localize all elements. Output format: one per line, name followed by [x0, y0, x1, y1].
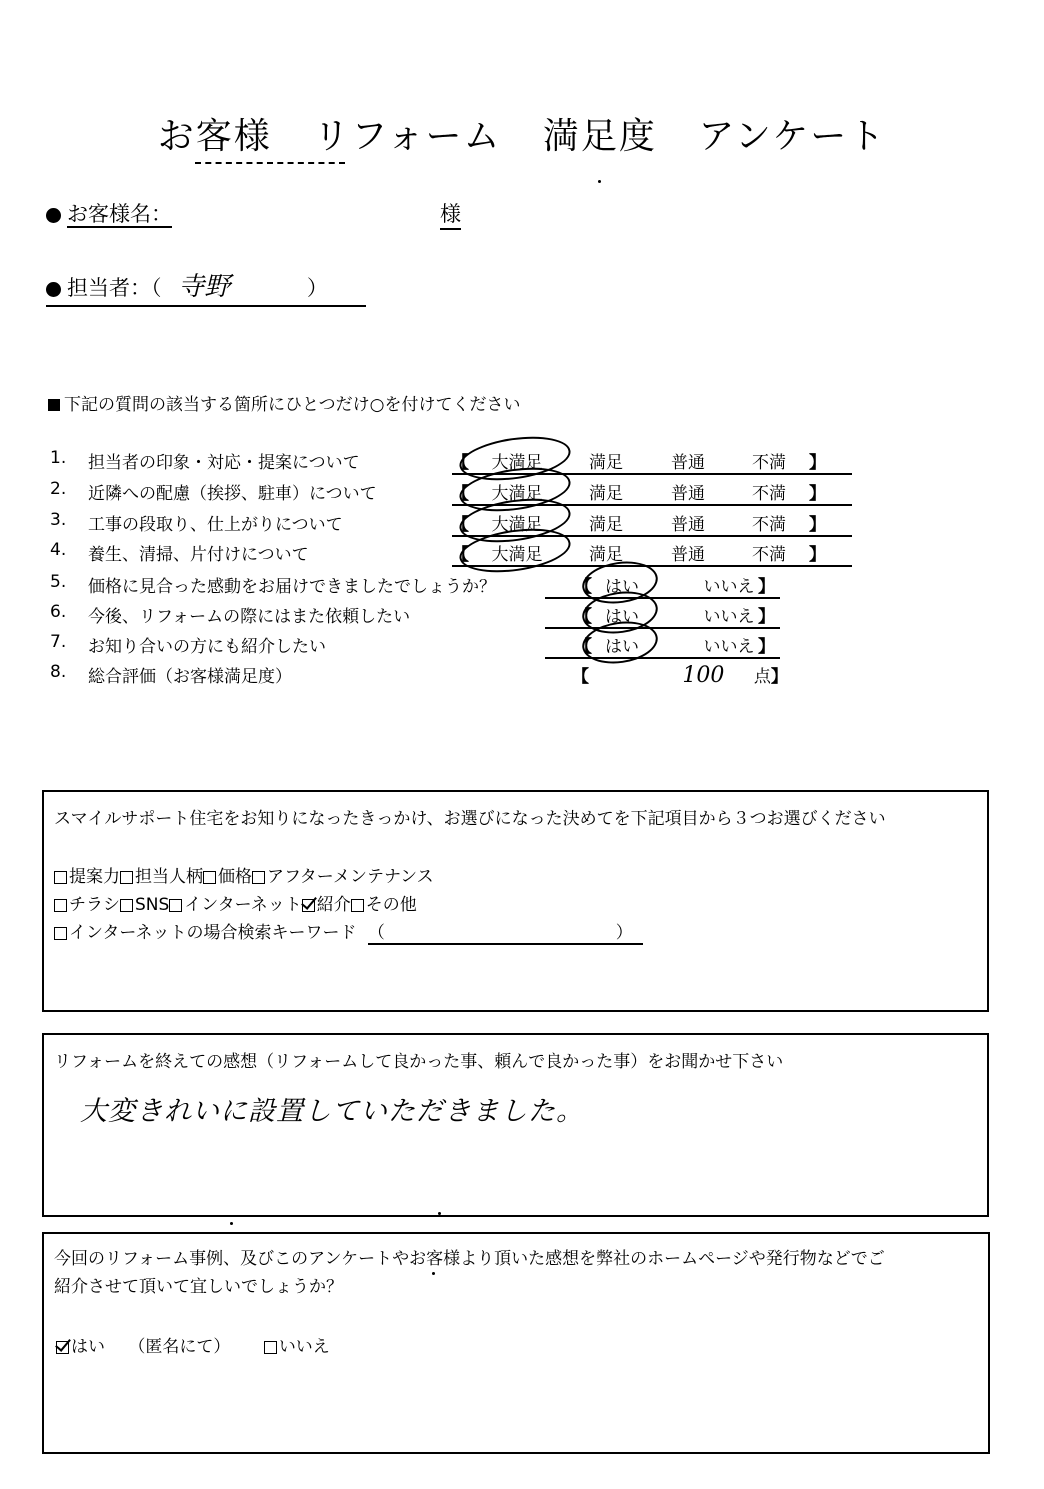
yesno-question-row	[0, 632, 1044, 663]
rating-option-label: 普通	[671, 515, 705, 535]
option-checkbox[interactable]	[351, 899, 364, 912]
customer-name-field[interactable]	[180, 198, 430, 224]
no-option[interactable]	[700, 632, 758, 657]
scan-speck	[598, 180, 601, 183]
yesno-options	[545, 632, 780, 659]
rating-option-label: 大満足	[491, 484, 543, 504]
yesno-options	[545, 602, 780, 629]
bracket-close: 】	[809, 484, 826, 504]
square-bullet-icon	[48, 399, 60, 411]
bracket-open: 【	[452, 545, 469, 565]
score-options	[572, 662, 788, 688]
staff-open-paren: （	[151, 276, 162, 300]
title-part-satisfaction: 満足度	[542, 116, 657, 157]
option-checkbox[interactable]	[120, 871, 133, 884]
rating-option[interactable]	[647, 540, 729, 565]
bracket-close: 】	[809, 515, 826, 535]
rating-option-label: 不満	[752, 515, 786, 535]
source-heading: スマイルサポート住宅をお知りになったきっかけ、お選びになった決めてを下記項目から３つお選びください	[54, 809, 886, 829]
staff-row	[46, 266, 366, 307]
keyword-open-paren: （	[367, 923, 385, 943]
scan-speck	[438, 1212, 441, 1215]
keyword-label: インターネットの場合検索キーワード	[69, 923, 357, 943]
rating-option[interactable]	[729, 479, 809, 504]
rating-option-label: 普通	[671, 545, 705, 565]
option-label: その他	[365, 895, 417, 915]
question-number: 6.	[50, 602, 67, 622]
yes-label: はい	[605, 637, 639, 657]
no-option[interactable]	[700, 572, 758, 597]
no-label: いいえ	[703, 577, 755, 597]
bullet-icon	[46, 282, 61, 297]
score-unit: 点	[753, 667, 771, 687]
permission-box	[42, 1232, 990, 1454]
question-number: 8.	[50, 662, 67, 682]
rating-option[interactable]	[729, 540, 809, 565]
source-option[interactable]	[351, 895, 417, 915]
source-option[interactable]	[120, 895, 169, 915]
yesno-options	[545, 572, 780, 599]
source-option[interactable]	[169, 895, 301, 915]
staff-close-paren: ）	[306, 276, 328, 300]
question-number: 4.	[50, 540, 67, 560]
bullet-icon	[46, 208, 61, 223]
staff-name-handwritten: 寺野	[178, 272, 231, 302]
question-text: お知り合いの方にも紹介したい	[88, 637, 326, 657]
permission-yes-note: （匿名にて）	[128, 1337, 231, 1357]
scan-speck	[432, 1272, 435, 1275]
bracket-open: 【	[575, 637, 592, 657]
option-label: 価格	[218, 867, 252, 887]
option-checkbox[interactable]	[54, 871, 67, 884]
keyword-close-paren: ）	[615, 923, 633, 943]
bracket-open: 【	[575, 577, 592, 597]
bracket-close: 】	[758, 637, 775, 657]
source-row-1	[54, 862, 434, 887]
source-keyword-row	[54, 918, 643, 945]
question-text: 今後、リフォームの際にはまた依頼したい	[88, 607, 411, 627]
no-label: いいえ	[703, 607, 755, 627]
permission-yes-label: はい	[71, 1337, 105, 1357]
score-value[interactable]: 100	[682, 663, 725, 688]
staff-label: 担当者：	[67, 276, 151, 300]
rating-option-label: 普通	[671, 484, 705, 504]
bracket-open: 【	[452, 453, 469, 473]
permission-no-checkbox[interactable]	[264, 1341, 277, 1354]
yesno-question-row	[0, 602, 1044, 633]
permission-no-label: いいえ	[278, 1337, 330, 1357]
rating-option[interactable]	[729, 448, 809, 473]
rating-option-label: 満足	[589, 484, 623, 504]
rating-option[interactable]	[647, 479, 729, 504]
option-label: チラシ	[69, 895, 120, 915]
rating-option-label: 普通	[671, 453, 705, 473]
rating-option-label: 満足	[589, 515, 623, 535]
rating-options	[452, 540, 852, 567]
bracket-close: 】	[809, 453, 826, 473]
rating-option-label: 不満	[752, 545, 786, 565]
title-underline	[195, 162, 345, 166]
question-number: 2.	[50, 479, 67, 499]
instruction-label: 下記の質問の該当する箇所にひとつだけ○を付けてください	[64, 395, 521, 415]
option-checkbox[interactable]	[54, 899, 67, 912]
title-part-customer: お客様	[157, 116, 272, 157]
bracket-close: 】	[758, 607, 775, 627]
rating-option[interactable]	[565, 510, 647, 535]
rating-option-label: 大満足	[491, 545, 543, 565]
source-option[interactable]	[252, 867, 434, 887]
no-label: いいえ	[703, 637, 755, 657]
source-option[interactable]	[302, 895, 351, 915]
question-number: 7.	[50, 632, 67, 652]
option-label: アフターメンテナンス	[267, 867, 434, 887]
option-label: 紹介	[316, 895, 351, 915]
rating-option[interactable]	[729, 510, 809, 535]
source-box	[42, 790, 989, 1012]
customer-name-label: お客様名：	[67, 202, 172, 226]
option-checkbox[interactable]	[252, 871, 265, 884]
question-text: 養生、清掃、片付けについて	[88, 545, 309, 565]
option-checkbox[interactable]	[169, 899, 182, 912]
no-option[interactable]	[700, 602, 758, 627]
source-option[interactable]	[54, 895, 120, 915]
bracket-close: 】	[770, 667, 788, 687]
rating-option-label: 不満	[752, 484, 786, 504]
source-option[interactable]	[54, 867, 120, 887]
scan-speck	[230, 1222, 233, 1225]
option-label: インターネット	[184, 895, 302, 915]
rating-option-label: 満足	[589, 545, 623, 565]
customer-name-suffix: 様	[440, 198, 461, 230]
option-label: SNS	[135, 895, 170, 915]
bracket-close: 】	[758, 577, 775, 597]
bracket-open: 【	[572, 667, 589, 687]
permission-options	[56, 1332, 330, 1357]
option-label: 担当人柄	[135, 867, 203, 887]
rating-option-label: 大満足	[491, 515, 543, 535]
impression-answer[interactable]: 大変きれいに設置していただきました。	[80, 1096, 584, 1127]
question-number: 1.	[50, 448, 67, 468]
rating-option[interactable]	[565, 479, 647, 504]
question-text: 近隣への配慮（挨拶、駐車）について	[88, 484, 377, 504]
yes-option[interactable]	[592, 632, 652, 657]
question-text: 価格に見合った感動をお届けできましたでしょうか？	[88, 577, 496, 597]
bracket-open: 【	[452, 515, 469, 535]
question-number: 5.	[50, 572, 67, 592]
bracket-close: 】	[809, 545, 826, 565]
question-text: 担当者の印象・対応・提案について	[88, 453, 360, 473]
rating-option-label: 大満足	[491, 453, 543, 473]
rating-option-label: 満足	[589, 453, 623, 473]
option-checkbox[interactable]	[203, 871, 216, 884]
title-part-reform: リフォーム	[313, 116, 502, 157]
rating-option[interactable]	[565, 448, 647, 473]
question-score	[0, 662, 1044, 693]
permission-heading-line1: 今回のリフォーム事例、及びこのアンケートやお客様より頂いた感想を弊社のホームページや発行物などでご	[54, 1249, 885, 1269]
option-label: 提案力	[69, 867, 120, 887]
survey-title	[0, 108, 1044, 159]
source-option[interactable]	[203, 867, 252, 887]
permission-heading-line2: 紹介させて頂いて宜しいでしょうか？	[54, 1277, 343, 1297]
bracket-open: 【	[575, 607, 592, 627]
source-option[interactable]	[120, 867, 203, 887]
instruction-text	[48, 390, 521, 415]
customer-name-row	[46, 198, 172, 228]
yesno-question-row	[0, 572, 1044, 603]
title-part-survey: アンケート	[698, 116, 887, 157]
question-number: 3.	[50, 510, 67, 530]
question-text: 総合評価（お客様満足度）	[88, 667, 292, 687]
keyword-checkbox[interactable]	[54, 927, 67, 940]
bracket-open: 【	[452, 484, 469, 504]
option-checkbox[interactable]	[120, 899, 133, 912]
rating-option[interactable]	[469, 540, 565, 565]
rating-option[interactable]	[647, 448, 729, 473]
source-row-2	[54, 890, 417, 915]
keyword-field[interactable]	[368, 918, 643, 945]
yes-label: はい	[605, 607, 639, 627]
rating-question-row	[0, 540, 1044, 571]
question-text: 工事の段取り、仕上がりについて	[88, 515, 343, 535]
option-checkbox[interactable]	[302, 899, 315, 912]
impression-heading: リフォームを終えての感想（リフォームして良かった事、頼んで良かった事）をお聞かせ下さい	[54, 1052, 784, 1072]
rating-option-label: 不満	[752, 453, 786, 473]
impression-box	[42, 1033, 989, 1217]
yes-label: はい	[605, 577, 639, 597]
rating-option[interactable]	[647, 510, 729, 535]
permission-yes-checkbox[interactable]	[56, 1341, 69, 1354]
